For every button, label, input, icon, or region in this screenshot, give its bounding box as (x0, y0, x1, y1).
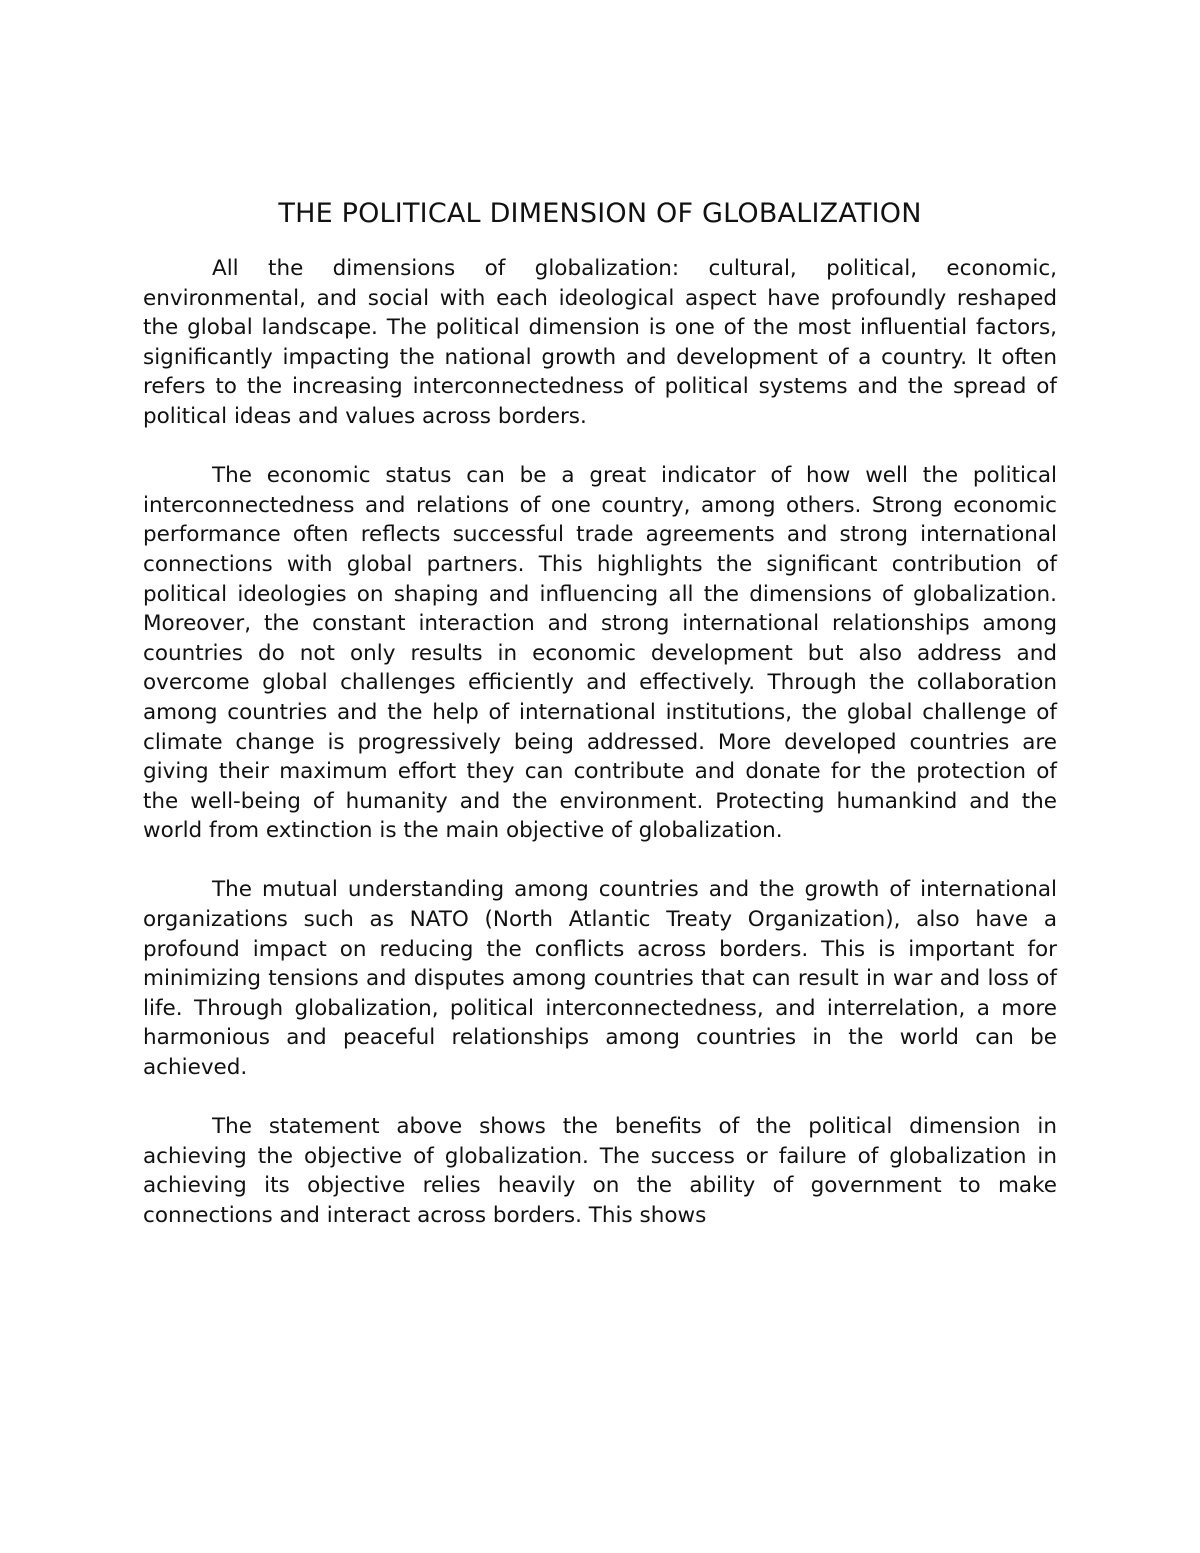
paragraph-3: The mutual understanding among countries and the growth of international organizations such as NATO (North Atlantic Treaty Organization), also have a profound impact on reducing the conflicts across borders. This is important for minimizing tensions and disputes among countries that can result in war and loss of life. Through globalization, political interconnectedness, and interrelation, a more harmonious and peaceful relationships among countries in the world can be achieved. (143, 877, 1057, 1081)
document-title: THE POLITICAL DIMENSION OF GLOBALIZATION (278, 198, 922, 229)
document-body (143, 196, 1057, 1231)
paragraph-1: All the dimensions of globalization: cultural, political, economic, environmental, and social with each ideological aspect have profoundly reshaped the global landscape. The political dimension is one of the most influential factors, significantly impacting the national growth and development of a country. It often refers to the increasing interconnectedness of political systems and the spread of political ideas and values across borders. (143, 256, 1057, 429)
paragraph-4: The statement above shows the benefits of the political dimension in achieving the objective of globalization. The success or failure of globalization in achieving its objective relies heavily on the ability of government to make connections and interact across borders. This shows (143, 1114, 1057, 1228)
paragraph-2: The economic status can be a great indicator of how well the political interconnectedness and relations of one country, among others. Strong economic performance often reflects successful trade agreements and strong international connections with global partners. This highlights the significant contribution of political ideologies on shaping and influencing all the dimensions of globalization. Moreover, the constant interaction and strong international relationships among countries do not only results in economic development but also address and overcome global challenges efficiently and effectively. Through the collaboration among countries and the help of international institutions, the global challenge of climate change is progressively being addressed. More developed countries are giving their maximum effort they can contribute and donate for the protection of the well-being of humanity and the environment. Protecting humankind and the world from extinction is the main objective of globalization. (143, 463, 1057, 844)
